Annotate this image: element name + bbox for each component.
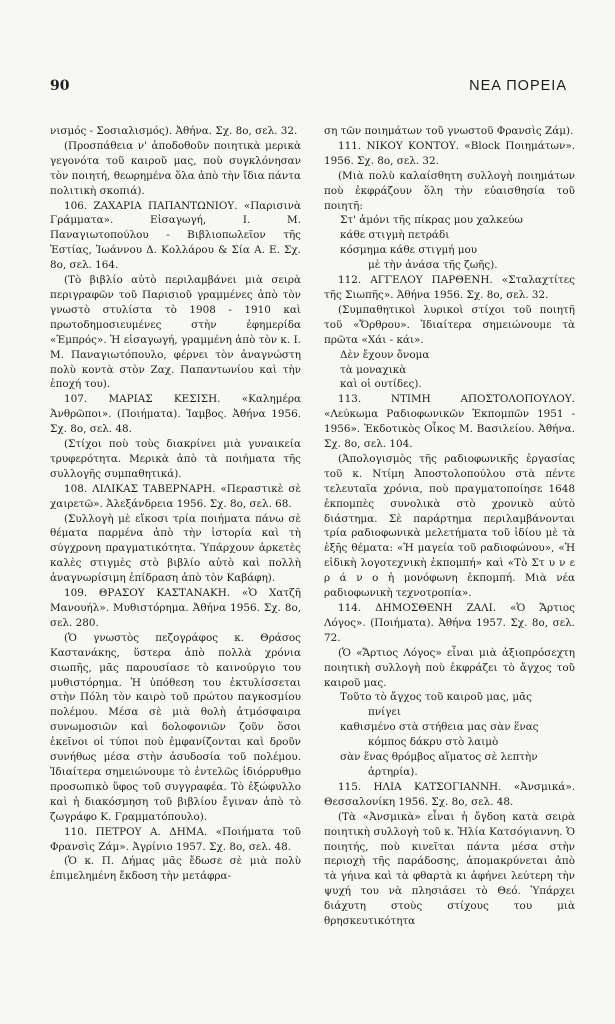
paragraph: (Τὸ βιβλίο αὐτὸ περιλαμβάνει μιὰ σειρὰ περιγραφῶν τοῦ Παρισιοῦ γραμμένες ἀπὸ τὸν γνωστὸ στυλίστα τὸ 1908 - 1910 καὶ πρωτοδημοσιευμένες στὴν ἐφημερίδα «Ἐμπρός». Ἡ εἰσαγωγή, γραμμένη ἀπὸ τὸν κ. Ι. Μ. Παναγιωτόπουλο, φέρνει τὸν ἀναγνώστη πολὺ κοντὰ στὸν Ζαχ. Παπαντωνίου καὶ τὴν ἐποχή του). (50, 274, 301, 391)
verse-line: ἀρτηρία). (368, 765, 418, 778)
left-column (50, 124, 301, 884)
verse-line: Δὲν ἔχουν ὄνομα (340, 348, 430, 361)
book-entry-111: 111. ΝΙΚΟΥ ΚΟΝΤΟΥ. «Block Ποιημάτων». 1956. Σχ. 8ο, σελ. 32. (324, 139, 575, 167)
paragraph: (Στίχοι ποὺ τοὺς διακρίνει μιὰ γυναικεία τρυφερότητα. Μερικὰ ἀπὸ τὰ ποιήματα τῆς συλλογῆς συμπαθητικά). (50, 438, 301, 480)
verse-line: πνίγει (368, 706, 401, 719)
book-entry-113: 113. ΝΤΙΜΗ ΑΠΟΣΤΟΛΟΠΟΥΛΟΥ. «Λεύκωμα Ραδιοφωνικῶν Ἐκπομπῶν 1951 - 1956». Ἐκδοτικὸς Οἶκος Μ. Βασιλείου. Ἀθήνα. Σχ. 8ο, σελ. 104. (324, 393, 575, 451)
paragraph: νισμός - Σοσιαλισμός). Ἀθήνα. Σχ. 8ο, σελ. 32. (50, 125, 298, 137)
paragraph: (Ὁ κ. Π. Δήμας μᾶς ἔδωσε σὲ μιὰ πολὺ ἐπιμελημένη ἔκδοση τὴν μετάφρα- (50, 855, 301, 883)
paragraph: ση τῶν ποιημάτων τοῦ γνωστοῦ Φρανσὶς Ζάμ). (324, 125, 574, 137)
paragraph: (Συλλογὴ μὲ εἴκοσι τρία ποιήματα πάνω σὲ θέματα παρμένα ἀπὸ τὴν ἱστορία καὶ τὴ σύγχρονη πραγματικότητα. Ὑπάρχουν ἀρκετὲς καλὲς στιγμὲς στὸ βιβλίο αὐτὸ καὶ πολλὴ ἀναγνωρίσιμη ἐπίδραση ἀπὸ τὸν Καβάφη). (50, 512, 301, 585)
verse-line: Στ' ἀμόνι τῆς πίκρας μου χαλκεύω (340, 214, 523, 227)
verse-line: κόμπος δάκρυ στὸ λαιμὸ (368, 736, 499, 749)
book-entry-109: 109. ΘΡΑΣΟΥ ΚΑΣΤΑΝΑΚΗ. «Ὁ Χατζῆ Μανουήλ». Μυθιστόρημα. Ἀθήνα 1956. Σχ. 8ο, σελ. 280. (50, 587, 301, 629)
paragraph: (Ἀπολογισμὸς τῆς ραδιοφωνικῆς ἐργασίας τοῦ κ. Ντίμη Ἀποστολοπούλου στὰ πέντε τελευταῖα χρόνια, ποὺ πραγματοποίησε 1648 ἐκπομπὲς συνολικὰ στὸ χρονικὸ αὐτὸ διάστημα. Σὲ παράρτημα περιλαμβάνονται τρία ραδιοφωνικὰ μελετήματα τοῦ ἰδίου μὲ τὰ ἑξῆς θέματα: «Ἡ μαγεία τοῦ ραδιοφώνου», «Ἡ εἰδικὴ λογοτεχνικὴ ἐκπομπή» καὶ «Τὸ Στ υ ν ε ρ ά ν ο ἡ μονόφωνη ἐκπομπή. Μιὰ νέα ραδιοφωνικὴ τεχνοτροπία». (324, 452, 575, 600)
book-entry-112: 112. ΑΓΓΕΛΟΥ ΠΑΡΘΕΝΗ. «Σταλαχτίτες τῆς Σιωπῆς». Ἀθήνα 1956. Σχ. 8ο, σελ. 32. (324, 274, 575, 301)
book-entry-107: 107. ΜΑΡΙΑΣ ΚΕΣΙΣΗ. «Καλημέρα Ἀνθρῶποι». (Ποιήματα). Ἰαμβος. Ἀθήνα 1956. Σχ. 8ο, σελ. 48. (50, 393, 301, 436)
book-entry-108: 108. ΛΙΛΙΚΑΣ ΤΑΒΕΡΝΑΡΗ. «Περαστικὲ σὲ χαιρετῶ». Ἀλεξάνδρεια 1956. Σχ. 8ο, σελ. 68. (50, 482, 301, 510)
verse-line: τὰ μοναχικὰ (340, 363, 407, 376)
verse-line: Τοῦτο τὸ ἄγχος τοῦ καιροῦ μας, μᾶς (340, 691, 532, 704)
running-header (50, 78, 567, 98)
paragraph: (Τὰ «Ἀνσμικὰ» εἶναι ἡ ὄγδοη κατὰ σειρὰ ποιητικὴ συλλογὴ τοῦ κ. Ἠλία Κατσόγιαννη. Ὁ ποιητής, ποὺ κινεῖται πάντα μέσα στὴν περιοχὴ τῆς παράδοσης, ἀπομακρύνεται ἀπὸ τὰ γήινα καὶ τὰ φθαρτὰ κι ἀφήνει λεύτερη τὴν ψυχή του νὰ πλησιάσει τὸ Θεό. Ὑπάρχει διάχυτη στοὺς στίχους του μιὰ θρησκευτικότητα (324, 810, 575, 928)
paragraph: (Μιὰ πολὺ καλαίσθητη συλλογὴ ποιημάτων ποὺ ἐκφράζουν ὅλη τὴν εὐαισθησία τοῦ ποιητῆ: (324, 169, 575, 212)
verse-line: μὲ τὴν ἀνάσα τῆς ζωῆς). (368, 259, 498, 272)
paragraph: (Ὁ «Ἄρτιος Λόγος» εἶναι μιὰ ἀξιοπρόσεχτη ποιητικὴ συλλογὴ ποὺ ἐκφράζει τὸ ἄγχος τοῦ καιροῦ μας. (324, 646, 575, 689)
book-entry-115: 115. ΗΛΙΑ ΚΑΤΣΟΓΙΑΝΝΗ. «Ἀνσμικά». Θεσσαλονίκη 1956. Σχ. 8ο, σελ. 48. (324, 780, 575, 808)
verse-line: κόσμημα κάθε στιγμή μου (340, 244, 478, 257)
book-entry-106: 106. ΖΑΧΑΡΙΑ ΠΑΠΑΝΤΩΝΙΟΥ. «Παρισινὰ Γράμματα». Εἰσαγωγή, Ι. Μ. Παναγιωτοπούλου - Βιβλιοπωλεῖον τῆς Ἑστίας, Ἰωάννου Δ. Κολλάρου & Σία Α. Ε. Σχ. 8ο, σελ. 164. (50, 199, 301, 272)
book-entry-110: 110. ΠΕΤΡΟΥ Α. ΔΗΜΑ. «Ποιήματα τοῦ Φρανσὶς Ζάμ». Ἀγρίνιο 1957. Σχ. 8ο, σελ. 48. (50, 825, 301, 853)
journal-title: ΝΕΑ ΠΟΡΕΙΑ (469, 78, 567, 94)
right-column (324, 124, 575, 929)
verse-line: καὶ οἱ ουτίδες). (340, 378, 422, 391)
paragraph: (Ὁ γνωστὸς πεζογράφος κ. Θράσος Καστανάκης, ὕστερα ἀπὸ πολλὰ χρόνια σιωπῆς, μᾶς παρουσίασε τὸ καινούργιο του μυθιστόρημα. Ἡ ὑπόθεση του ἐκτυλίσσεται στὴν Πόλη τὸν καιρὸ τοῦ πρώτου παγκοσμίου πολέμου. Μέσα σὲ μιὰ θολὴ ἀτμόσφαιρα συνωμοσιῶν καὶ δολοφονιῶν ζοῦν ὅσοι ἐκεῖνοι οἱ τύποι ποὺ ἐμφανίζονται καὶ δροῦν συνήθως μέσα στὴν ἀσυδοσία τοῦ πολέμου. Ἰδιαίτερα σημειώνουμε τὸ ἐντελῶς ἰδιόρρυθμο προσωπικὸ ὕφος τοῦ συγγραφέα. Τὸ ἐξώφυλλο καὶ ἡ διακόσμηση τοῦ βιβλίου ἔγιναν ἀπὸ τὸ ζωγράφο Κ. Γραμματόπουλο). (50, 631, 301, 823)
paragraph: (Προσπάθεια ν' ἀποδοθοῦν ποιητικὰ μερικὰ γεγονότα τοῦ καιροῦ μας, ποὺ συγκλόνησαν τὸν ποιητή, θεωρημένα ὅλα ἀπὸ τὴν ἴδια πάντα πολιτικὴ σκοπιά). (50, 139, 301, 197)
verse-line: καθισμένο στὰ στήθεια μας σὰν ἕνας (340, 721, 539, 734)
text-columns (50, 124, 575, 1004)
page-number: 90 (50, 78, 70, 94)
verse-line: σὰν ἕνας θρόμβος αἵματος σὲ λεπτὴν (340, 751, 538, 764)
book-entry-114: 114. ΔΗΜΟΣΘΕΝΗ ΖΑΛΙ. «Ὁ Ἄρτιος Λόγος». (Ποιήματα). Ἀθήνα 1957. Σχ. 8ο, σελ. 72. (324, 602, 575, 644)
verse-line: κάθε στιγμὴ πετράδι (340, 229, 450, 242)
paragraph: (Συμπαθητικοὶ λυρικοὶ στίχοι τοῦ ποιητῆ τοῦ «Ὄρθρου». Ἰδιαίτερα σημειώνουμε τὰ πρῶτα «Χάι - κάι». (324, 303, 575, 346)
